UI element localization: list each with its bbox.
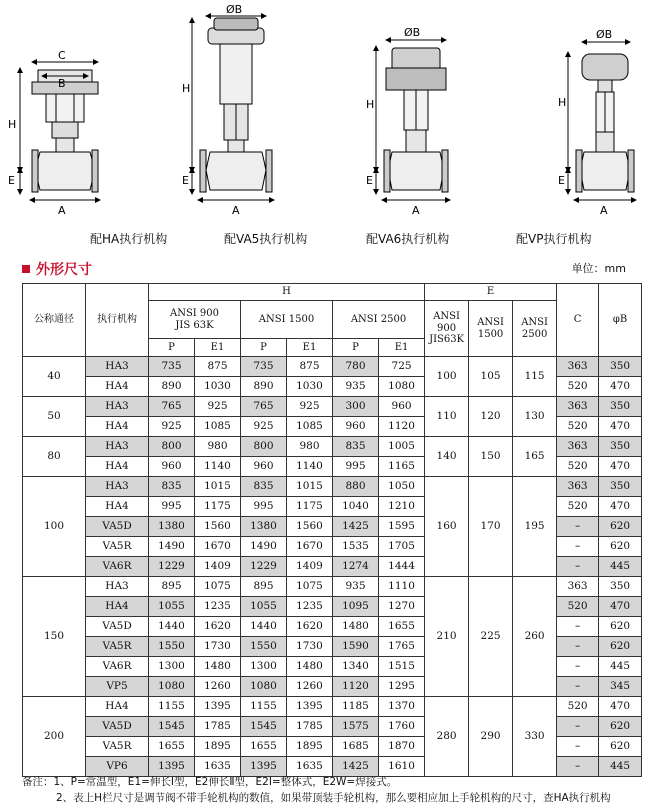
h-value-cell: 1480 — [287, 657, 333, 677]
actuator-cell: VA5R — [86, 637, 149, 657]
dim-a-label: A — [412, 204, 420, 217]
h-value-cell: 890 — [149, 377, 195, 397]
c-value-cell: 520 — [557, 457, 599, 477]
h-value-cell: 765 — [149, 397, 195, 417]
dim-h-label: H — [366, 98, 375, 111]
h-value-cell: 765 — [241, 397, 287, 417]
dim-e-label: E — [182, 174, 189, 187]
h-value-cell: 890 — [241, 377, 287, 397]
h-value-cell: 1730 — [287, 637, 333, 657]
phib-value-cell: 470 — [599, 377, 642, 397]
dim-phib-label: ØB — [404, 26, 421, 39]
actuator-cell: HA4 — [86, 697, 149, 717]
c-value-cell: 363 — [557, 437, 599, 457]
header-e-class-900: ANSI 900 JIS63K — [425, 301, 469, 357]
h-value-cell: 1295 — [379, 677, 425, 697]
c-value-cell: – — [557, 517, 599, 537]
h-value-cell: 1590 — [333, 637, 379, 657]
phib-value-cell: 470 — [599, 697, 642, 717]
h-value-cell: 1655 — [379, 617, 425, 637]
h-value-cell: 875 — [287, 357, 333, 377]
h-value-cell: 1655 — [149, 737, 195, 757]
h-value-cell: 1685 — [333, 737, 379, 757]
e-value-cell: 160 — [425, 477, 469, 577]
header-sub-e1: E1 — [195, 339, 241, 357]
h-value-cell: 1080 — [149, 677, 195, 697]
h-value-cell: 980 — [195, 437, 241, 457]
h-value-cell: 1560 — [195, 517, 241, 537]
header-sub-e1: E1 — [379, 339, 425, 357]
h-value-cell: 1395 — [149, 757, 195, 777]
h-value-cell: 1895 — [287, 737, 333, 757]
dimensions-table — [22, 283, 642, 777]
table-row — [23, 577, 642, 597]
h-value-cell: 1595 — [379, 517, 425, 537]
header-e-class-1500: ANSI 1500 — [469, 301, 513, 357]
h-value-cell: 1610 — [379, 757, 425, 777]
dim-phib-label: ØB — [596, 28, 613, 41]
phib-value-cell: 350 — [599, 357, 642, 377]
table-row — [23, 397, 642, 417]
caption-ha: 配HA执行机构 — [90, 232, 168, 246]
header-sub-p: P — [241, 339, 287, 357]
phib-value-cell: 620 — [599, 537, 642, 557]
actuator-cell: HA4 — [86, 417, 149, 437]
caption-va5: 配VA5执行机构 — [224, 232, 308, 246]
h-value-cell: 1175 — [287, 497, 333, 517]
h-value-cell: 1409 — [287, 557, 333, 577]
h-value-cell: 1560 — [287, 517, 333, 537]
actuator-cell: VA5D — [86, 717, 149, 737]
h-value-cell: 1395 — [241, 757, 287, 777]
h-value-cell: 1055 — [149, 597, 195, 617]
c-value-cell: – — [557, 737, 599, 757]
h-value-cell: 1785 — [287, 717, 333, 737]
e-value-cell: 225 — [469, 577, 513, 697]
actuator-cell: HA4 — [86, 497, 149, 517]
actuator-cell: HA3 — [86, 357, 149, 377]
h-value-cell: 1444 — [379, 557, 425, 577]
h-value-cell: 1185 — [333, 697, 379, 717]
h-value-cell: 1030 — [287, 377, 333, 397]
dim-h-label: H — [558, 96, 567, 109]
h-value-cell: 1440 — [149, 617, 195, 637]
actuator-cell: HA4 — [86, 377, 149, 397]
square-bullet-icon — [22, 265, 30, 273]
h-value-cell: 1635 — [287, 757, 333, 777]
phib-value-cell: 620 — [599, 637, 642, 657]
e-value-cell: 115 — [513, 357, 557, 397]
h-value-cell: 1040 — [333, 497, 379, 517]
h-value-cell: 1655 — [241, 737, 287, 757]
h-value-cell: 1270 — [379, 597, 425, 617]
h-value-cell: 1165 — [379, 457, 425, 477]
h-value-cell: 995 — [149, 497, 195, 517]
h-value-cell: 895 — [149, 577, 195, 597]
h-value-cell: 1730 — [195, 637, 241, 657]
h-value-cell: 1370 — [379, 697, 425, 717]
h-value-cell: 1085 — [287, 417, 333, 437]
h-value-cell: 925 — [241, 417, 287, 437]
h-value-cell: 1425 — [333, 517, 379, 537]
h-value-cell: 1095 — [333, 597, 379, 617]
h-value-cell: 925 — [287, 397, 333, 417]
header-phib: φB — [599, 284, 642, 357]
h-value-cell: 1340 — [333, 657, 379, 677]
header-actuator: 执行机构 — [86, 284, 149, 357]
h-value-cell: 1545 — [149, 717, 195, 737]
header-sub-p: P — [149, 339, 195, 357]
dn-cell: 200 — [23, 697, 86, 777]
h-value-cell: 995 — [241, 497, 287, 517]
h-value-cell: 1085 — [195, 417, 241, 437]
actuator-cell: HA4 — [86, 597, 149, 617]
dim-phib-label: ØB — [226, 3, 243, 16]
h-value-cell: 1110 — [379, 577, 425, 597]
h-value-cell: 895 — [241, 577, 287, 597]
va5-actuator-drawing — [192, 16, 272, 200]
actuator-cell: VA5R — [86, 537, 149, 557]
h-value-cell: 835 — [241, 477, 287, 497]
h-value-cell: 1380 — [149, 517, 195, 537]
h-value-cell: 1260 — [195, 677, 241, 697]
dim-a-label: A — [58, 204, 66, 217]
h-value-cell: 1210 — [379, 497, 425, 517]
dim-e-label: E — [558, 174, 565, 187]
h-value-cell: 1545 — [241, 717, 287, 737]
actuator-cell: VA6R — [86, 557, 149, 577]
e-value-cell: 110 — [425, 397, 469, 437]
c-value-cell: – — [557, 657, 599, 677]
dn-cell: 100 — [23, 477, 86, 577]
dim-h-label: H — [8, 118, 17, 131]
h-value-cell: 1440 — [241, 617, 287, 637]
h-value-cell: 935 — [333, 377, 379, 397]
h-value-cell: 1015 — [195, 477, 241, 497]
phib-value-cell: 445 — [599, 757, 642, 777]
h-value-cell: 960 — [241, 457, 287, 477]
actuator-cell: HA3 — [86, 437, 149, 457]
h-value-cell: 925 — [149, 417, 195, 437]
e-value-cell: 330 — [513, 697, 557, 777]
c-value-cell: – — [557, 637, 599, 657]
header-dn: 公称通径 — [23, 284, 86, 357]
h-value-cell: 780 — [333, 357, 379, 377]
h-value-cell: 1870 — [379, 737, 425, 757]
phib-value-cell: 470 — [599, 597, 642, 617]
c-value-cell: – — [557, 557, 599, 577]
phib-value-cell: 470 — [599, 497, 642, 517]
table-row — [23, 437, 642, 457]
h-value-cell: 1140 — [287, 457, 333, 477]
c-value-cell: – — [557, 537, 599, 557]
h-value-cell: 1760 — [379, 717, 425, 737]
note-1: 备注：1、P=常温型，E1=伸长Ⅰ型，E2伸长Ⅱ型，E2Ⅰ=整体式，E2W=焊接式。 — [22, 776, 398, 788]
dim-a-label: A — [600, 204, 608, 217]
e-value-cell: 165 — [513, 437, 557, 477]
h-value-cell: 980 — [287, 437, 333, 457]
h-value-cell: 1550 — [241, 637, 287, 657]
actuator-cell: HA4 — [86, 457, 149, 477]
table-row — [23, 477, 642, 497]
dim-a-label: A — [232, 204, 240, 217]
h-value-cell: 1229 — [241, 557, 287, 577]
c-value-cell: 363 — [557, 397, 599, 417]
h-value-cell: 1055 — [241, 597, 287, 617]
h-value-cell: 1785 — [195, 717, 241, 737]
header-h: H — [149, 284, 425, 301]
h-value-cell: 1480 — [333, 617, 379, 637]
actuator-cell: HA3 — [86, 477, 149, 497]
h-value-cell: 835 — [333, 437, 379, 457]
h-value-cell: 1480 — [195, 657, 241, 677]
c-value-cell: – — [557, 617, 599, 637]
h-value-cell: 1274 — [333, 557, 379, 577]
table-row — [23, 357, 642, 377]
section-title: 外形尺寸 — [36, 262, 92, 278]
header-h-class-900: ANSI 900 JIS 63K — [149, 301, 241, 339]
table-row — [23, 697, 642, 717]
h-value-cell: 1140 — [195, 457, 241, 477]
note-2: 2、表上H栏尺寸是调节阀不带手轮机构的数值，如果带顶装手轮机构，那么要相应加上手轮机构的尺寸，查HA执行机构 — [56, 792, 611, 804]
h-value-cell: 1635 — [195, 757, 241, 777]
e-value-cell: 260 — [513, 577, 557, 697]
actuator-cell: HA3 — [86, 577, 149, 597]
dim-e-label: E — [366, 174, 373, 187]
h-value-cell: 1300 — [241, 657, 287, 677]
h-value-cell: 995 — [333, 457, 379, 477]
h-value-cell: 1395 — [195, 697, 241, 717]
caption-vp: 配VP执行机构 — [516, 232, 592, 246]
notes — [22, 774, 642, 806]
h-value-cell: 1155 — [241, 697, 287, 717]
phib-value-cell: 620 — [599, 737, 642, 757]
c-value-cell: – — [557, 717, 599, 737]
e-value-cell: 290 — [469, 697, 513, 777]
header-h-class-2500: ANSI 2500 — [333, 301, 425, 339]
h-value-cell: 735 — [241, 357, 287, 377]
h-value-cell: 1175 — [195, 497, 241, 517]
phib-value-cell: 345 — [599, 677, 642, 697]
dim-h-label: H — [182, 82, 191, 95]
h-value-cell: 1620 — [195, 617, 241, 637]
vp-actuator-drawing — [568, 42, 634, 200]
e-value-cell: 150 — [469, 437, 513, 477]
h-value-cell: 960 — [333, 417, 379, 437]
phib-value-cell: 470 — [599, 457, 642, 477]
h-value-cell: 1670 — [287, 537, 333, 557]
phib-value-cell: 350 — [599, 577, 642, 597]
h-value-cell: 1120 — [379, 417, 425, 437]
h-value-cell: 1620 — [287, 617, 333, 637]
h-value-cell: 1080 — [241, 677, 287, 697]
c-value-cell: 520 — [557, 597, 599, 617]
c-value-cell: – — [557, 757, 599, 777]
h-value-cell: 960 — [149, 457, 195, 477]
h-value-cell: 835 — [149, 477, 195, 497]
h-value-cell: 1155 — [149, 697, 195, 717]
header-h-class-1500: ANSI 1500 — [241, 301, 333, 339]
h-value-cell: 735 — [149, 357, 195, 377]
e-value-cell: 130 — [513, 397, 557, 437]
c-value-cell: 363 — [557, 477, 599, 497]
phib-value-cell: 470 — [599, 417, 642, 437]
va6-actuator-drawing — [376, 40, 448, 200]
h-value-cell: 800 — [241, 437, 287, 457]
h-value-cell: 880 — [333, 477, 379, 497]
e-value-cell: 195 — [513, 477, 557, 577]
h-value-cell: 1030 — [195, 377, 241, 397]
phib-value-cell: 350 — [599, 397, 642, 417]
unit-label: 单位：mm — [571, 262, 626, 275]
c-value-cell: 520 — [557, 417, 599, 437]
phib-value-cell: 445 — [599, 557, 642, 577]
h-value-cell: 1550 — [149, 637, 195, 657]
header-e-class-2500: ANSI 2500 — [513, 301, 557, 357]
e-value-cell: 170 — [469, 477, 513, 577]
h-value-cell: 1080 — [379, 377, 425, 397]
c-value-cell: 363 — [557, 577, 599, 597]
h-value-cell: 1235 — [195, 597, 241, 617]
e-value-cell: 105 — [469, 357, 513, 397]
dimension-drawings-svg — [0, 0, 650, 230]
actuator-cell: VA5D — [86, 617, 149, 637]
e-value-cell: 120 — [469, 397, 513, 437]
dn-cell: 150 — [23, 577, 86, 697]
actuator-cell: HA3 — [86, 397, 149, 417]
h-value-cell: 300 — [333, 397, 379, 417]
h-value-cell: 1425 — [333, 757, 379, 777]
h-value-cell: 960 — [379, 397, 425, 417]
h-value-cell: 1120 — [333, 677, 379, 697]
h-value-cell: 1535 — [333, 537, 379, 557]
h-value-cell: 1895 — [195, 737, 241, 757]
actuator-cell: VP5 — [86, 677, 149, 697]
header-sub-e1: E1 — [287, 339, 333, 357]
c-value-cell: 363 — [557, 357, 599, 377]
header-c: C — [557, 284, 599, 357]
h-value-cell: 1765 — [379, 637, 425, 657]
dn-cell: 80 — [23, 437, 86, 477]
h-value-cell: 925 — [195, 397, 241, 417]
header-sub-p: P — [333, 339, 379, 357]
h-value-cell: 1515 — [379, 657, 425, 677]
dim-e-label: E — [8, 174, 15, 187]
h-value-cell: 1490 — [241, 537, 287, 557]
e-value-cell: 140 — [425, 437, 469, 477]
phib-value-cell: 620 — [599, 517, 642, 537]
phib-value-cell: 350 — [599, 477, 642, 497]
h-value-cell: 1409 — [195, 557, 241, 577]
actuator-cell: VA6R — [86, 657, 149, 677]
h-value-cell: 1005 — [379, 437, 425, 457]
h-value-cell: 875 — [195, 357, 241, 377]
phib-value-cell: 350 — [599, 437, 642, 457]
dim-c-label: C — [58, 49, 66, 62]
h-value-cell: 800 — [149, 437, 195, 457]
h-value-cell: 1015 — [287, 477, 333, 497]
h-value-cell: 1575 — [333, 717, 379, 737]
h-value-cell: 1050 — [379, 477, 425, 497]
h-value-cell: 1075 — [287, 577, 333, 597]
h-value-cell: 1229 — [149, 557, 195, 577]
table-body — [23, 357, 642, 777]
e-value-cell: 100 — [425, 357, 469, 397]
actuator-cell: VP6 — [86, 757, 149, 777]
actuator-cell: VA5R — [86, 737, 149, 757]
h-value-cell: 1670 — [195, 537, 241, 557]
h-value-cell: 935 — [333, 577, 379, 597]
h-value-cell: 1075 — [195, 577, 241, 597]
c-value-cell: 520 — [557, 497, 599, 517]
h-value-cell: 1300 — [149, 657, 195, 677]
h-value-cell: 1260 — [287, 677, 333, 697]
dn-cell: 50 — [23, 397, 86, 437]
phib-value-cell: 445 — [599, 657, 642, 677]
h-value-cell: 1395 — [287, 697, 333, 717]
header-e: E — [425, 284, 557, 301]
phib-value-cell: 620 — [599, 717, 642, 737]
c-value-cell: 520 — [557, 697, 599, 717]
h-value-cell: 1380 — [241, 517, 287, 537]
dn-cell: 40 — [23, 357, 86, 397]
section-heading — [22, 259, 92, 279]
h-value-cell: 1490 — [149, 537, 195, 557]
h-value-cell: 1235 — [287, 597, 333, 617]
phib-value-cell: 620 — [599, 617, 642, 637]
h-value-cell: 1705 — [379, 537, 425, 557]
h-value-cell: 725 — [379, 357, 425, 377]
e-value-cell: 280 — [425, 697, 469, 777]
c-value-cell: – — [557, 677, 599, 697]
actuator-cell: VA5D — [86, 517, 149, 537]
c-value-cell: 520 — [557, 377, 599, 397]
actuator-drawings — [0, 0, 650, 250]
dim-b-label: B — [58, 77, 66, 90]
e-value-cell: 210 — [425, 577, 469, 697]
caption-va6: 配VA6执行机构 — [366, 232, 450, 246]
